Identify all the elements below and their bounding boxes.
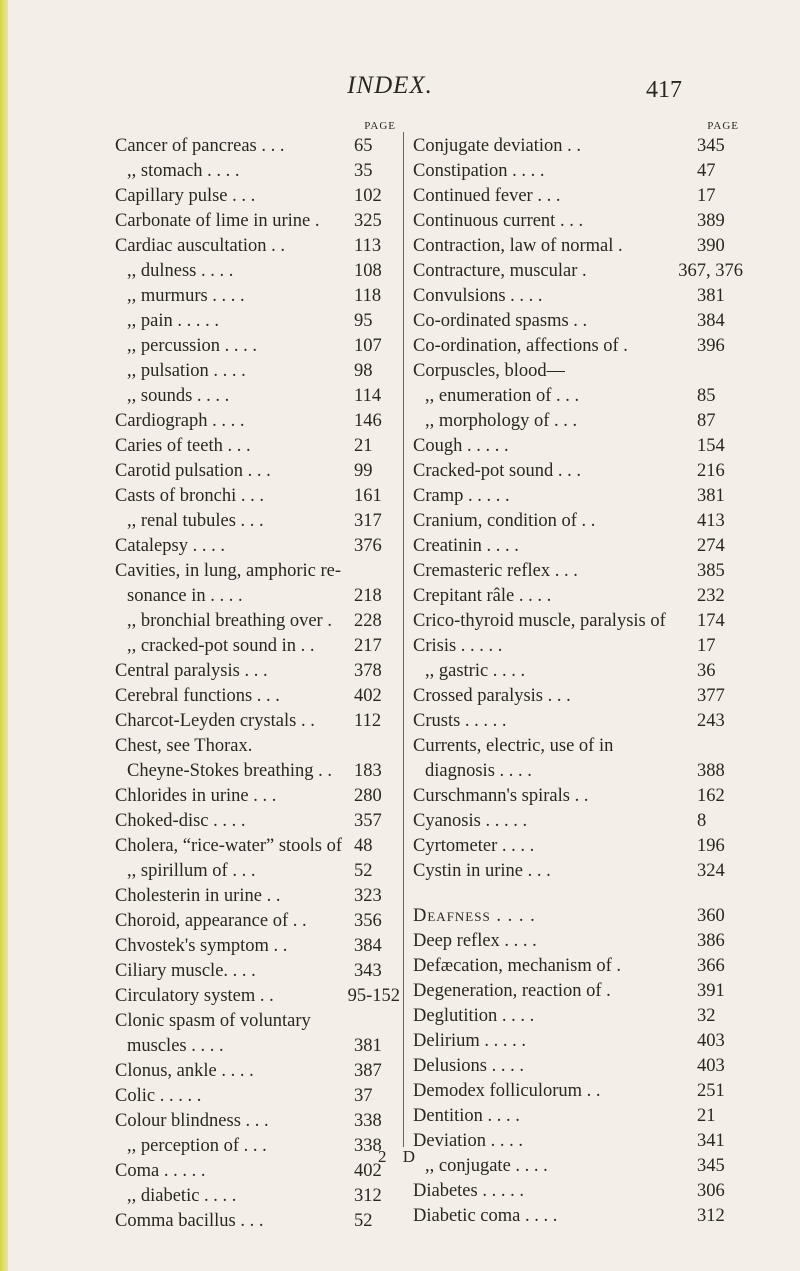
index-entry — [115, 211, 400, 236]
index-entry-term: ,, perception of . . . — [127, 1136, 267, 1156]
index-entry-page: 357 — [354, 811, 382, 831]
index-entry — [413, 586, 743, 611]
index-entry-page: 367, 376 — [678, 261, 743, 281]
index-entry-term: Constipation . . . . — [413, 161, 545, 181]
index-entry — [413, 1106, 743, 1131]
index-entry — [413, 1131, 743, 1156]
index-entry-term: ,, percussion . . . . — [127, 336, 257, 356]
index-entry-term: Catalepsy . . . . — [115, 536, 225, 556]
index-entry-term: ,, conjugate . . . . — [425, 1156, 548, 1176]
index-entry-term: ,, pain . . . . . — [127, 311, 219, 331]
index-entry-page: 35 — [354, 161, 373, 181]
index-entry — [115, 986, 400, 1011]
index-entry-page: 99 — [354, 461, 373, 481]
index-entry-page: 387 — [354, 1061, 382, 1081]
index-entry-term: Cystin in urine . . . — [413, 861, 551, 881]
index-entry-term: Convulsions . . . . — [413, 286, 543, 306]
index-entry-term: sonance in . . . . — [127, 586, 243, 606]
index-entry-term: Deep reflex . . . . — [413, 931, 537, 951]
index-entry-term: Dentition . . . . — [413, 1106, 520, 1126]
index-entry-page: 317 — [354, 511, 382, 531]
index-entry-page: 243 — [697, 711, 725, 731]
index-entry-list-right — [413, 136, 743, 1231]
index-entry-term: Curschmann's spirals . . — [413, 786, 589, 806]
index-entry-term: Choked-disc . . . . — [115, 811, 246, 831]
index-entry-page: 389 — [697, 211, 725, 231]
index-entry-term: Deviation . . . . — [413, 1131, 523, 1151]
index-entry-page: 323 — [354, 886, 382, 906]
index-entry-page: 21 — [354, 436, 373, 456]
index-entry-page: 217 — [354, 636, 382, 656]
index-entry-page: 37 — [354, 1086, 373, 1106]
index-entry-term: Deafness . . . . — [413, 906, 536, 926]
index-entry — [115, 686, 400, 711]
index-entry-page: 324 — [697, 861, 725, 881]
index-entry-term: Clonic spasm of voluntary — [115, 1011, 311, 1031]
index-entry-term: ,, pulsation . . . . — [127, 361, 246, 381]
index-entry — [413, 211, 743, 236]
index-column-left — [115, 120, 400, 1236]
index-column-right — [413, 120, 743, 1231]
index-entry-term: Central paralysis . . . — [115, 661, 268, 681]
index-entry-term: Capillary pulse . . . — [115, 186, 256, 206]
index-entry-page: 306 — [697, 1181, 725, 1201]
index-entry — [413, 361, 743, 386]
index-entry-page: 381 — [697, 286, 725, 306]
index-entry-term: Circulatory system . . — [115, 986, 274, 1006]
index-entry-page: 48 — [354, 836, 373, 856]
index-entry-page: 403 — [697, 1056, 725, 1076]
index-entry-page: 183 — [354, 761, 382, 781]
index-entry — [413, 561, 743, 586]
index-entry — [413, 386, 743, 411]
index-entry-page: 338 — [354, 1136, 382, 1156]
index-entry — [413, 461, 743, 486]
index-entry-term: Cavities, in lung, amphoric re- — [115, 561, 342, 581]
index-entry-page: 343 — [354, 961, 382, 981]
index-entry — [413, 711, 743, 736]
index-entry — [413, 1181, 743, 1206]
index-entry-page: 377 — [697, 686, 725, 706]
index-entry-term: Cholera, “rice-water” stools of — [115, 836, 343, 856]
index-entry-page: 65 — [354, 136, 373, 156]
index-entry — [413, 956, 743, 981]
index-entry-page: 118 — [354, 286, 382, 306]
index-entry-page: 378 — [354, 661, 382, 681]
index-entry-term: Charcot-Leyden crystals . . — [115, 711, 315, 731]
index-entry-page: 232 — [697, 586, 725, 606]
page-binding-edge — [0, 0, 8, 1271]
index-entry — [115, 811, 400, 836]
index-entry-term: ,, morphology of . . . — [425, 411, 578, 431]
index-entry-page: 381 — [697, 486, 725, 506]
index-entry-term: Chvostek's symptom . . — [115, 936, 288, 956]
index-entry — [115, 136, 400, 161]
index-entry-page: 388 — [697, 761, 725, 781]
index-entry-term: diagnosis . . . . — [425, 761, 532, 781]
index-entry-page: 114 — [354, 386, 382, 406]
index-entry-term: Degeneration, reaction of . — [413, 981, 611, 1001]
index-entry-page: 102 — [354, 186, 382, 206]
index-entry — [115, 261, 400, 286]
index-entry-term: Cyanosis . . . . . — [413, 811, 528, 831]
index-entry-term: Cyrtometer . . . . — [413, 836, 535, 856]
index-entry-page: 413 — [697, 511, 725, 531]
index-entry — [115, 1036, 400, 1061]
index-entry-term: Conjugate deviation . . — [413, 136, 582, 156]
index-entry — [413, 1081, 743, 1106]
index-entry-page: 384 — [354, 936, 382, 956]
index-entry-page: 390 — [697, 236, 725, 256]
index-entry-page: 87 — [697, 411, 716, 431]
index-entry — [413, 436, 743, 461]
index-entry-page: 8 — [697, 811, 707, 831]
index-entry — [413, 1156, 743, 1181]
index-entry — [413, 1056, 743, 1081]
index-entry — [115, 836, 400, 861]
index-entry — [115, 386, 400, 411]
index-entry-term: Crossed paralysis . . . — [413, 686, 571, 706]
index-entry-term: Demodex folliculorum . . — [413, 1081, 601, 1101]
index-entry — [115, 1211, 400, 1236]
index-entry-page: 52 — [354, 861, 373, 881]
index-entry-term: Contraction, law of normal . — [413, 236, 623, 256]
index-entry — [115, 286, 400, 311]
index-entry-page: 402 — [354, 1161, 382, 1181]
index-entry — [115, 786, 400, 811]
index-entry-term: Ciliary muscle. . . . — [115, 961, 256, 981]
index-entry-page: 312 — [354, 1186, 382, 1206]
index-entry — [115, 1086, 400, 1111]
index-entry — [115, 1061, 400, 1086]
index-entry-page: 384 — [697, 311, 725, 331]
index-entry — [413, 636, 743, 661]
index-entry-term: Crusts . . . . . — [413, 711, 507, 731]
index-entry-page: 32 — [697, 1006, 716, 1026]
index-entry-term: Cardiac auscultation . . — [115, 236, 286, 256]
index-entry — [115, 886, 400, 911]
index-entry — [413, 931, 743, 956]
index-entry — [413, 161, 743, 186]
index-entry — [115, 911, 400, 936]
index-entry-page: 341 — [697, 1131, 725, 1151]
index-entry — [413, 611, 743, 636]
index-entry-term: ,, renal tubules . . . — [127, 511, 264, 531]
index-entry-page: 108 — [354, 261, 382, 281]
index-entry-page: 251 — [697, 1081, 725, 1101]
index-entry — [413, 906, 743, 931]
index-entry-page: 325 — [354, 211, 382, 231]
index-entry-term: Continuous current . . . — [413, 211, 584, 231]
index-entry — [413, 1006, 743, 1031]
index-entry-term: Casts of bronchi . . . — [115, 486, 265, 506]
index-entry — [115, 536, 400, 561]
index-entry-term: muscles . . . . — [127, 1036, 224, 1056]
index-entry-page: 376 — [354, 536, 382, 556]
index-entry-page: 98 — [354, 361, 373, 381]
index-entry — [115, 236, 400, 261]
index-entry — [115, 186, 400, 211]
index-entry-term: Defæcation, mechanism of . — [413, 956, 622, 976]
index-entry — [115, 586, 400, 611]
index-entry-page: 17 — [697, 636, 716, 656]
index-entry-page: 107 — [354, 336, 382, 356]
index-entry — [413, 861, 743, 886]
index-entry-page: 174 — [697, 611, 725, 631]
index-entry-page: 381 — [354, 1036, 382, 1056]
index-entry-term: Currents, electric, use of in — [413, 736, 614, 756]
index-entry — [115, 936, 400, 961]
index-entry-page: 386 — [697, 931, 725, 951]
index-entry — [115, 1186, 400, 1211]
index-entry-term: Comma bacillus . . . — [115, 1211, 264, 1231]
index-entry-page: 95 — [354, 311, 373, 331]
index-entry-page: 85 — [697, 386, 716, 406]
index-entry-page: 218 — [354, 586, 382, 606]
index-entry-page: 402 — [354, 686, 382, 706]
index-entry-page: 36 — [697, 661, 716, 681]
index-entry-term: ,, cracked-pot sound in . . — [127, 636, 315, 656]
index-entry-term: Caries of teeth . . . — [115, 436, 251, 456]
index-entry — [413, 886, 743, 906]
index-entry-page: 52 — [354, 1211, 373, 1231]
index-entry — [413, 811, 743, 836]
index-entry-term: Continued fever . . . — [413, 186, 561, 206]
index-entry-page: 280 — [354, 786, 382, 806]
index-entry-list-left — [115, 136, 400, 1236]
index-entry — [413, 686, 743, 711]
index-entry-term: Choroid, appearance of . . — [115, 911, 307, 931]
index-entry — [413, 336, 743, 361]
index-entry-term: ,, bronchial breathing over . — [127, 611, 332, 631]
index-entry-term: Cheyne-Stokes breathing . . — [127, 761, 332, 781]
index-entry-term: Crico-thyroid muscle, paralysis of — [413, 611, 666, 631]
index-entry-term: Carbonate of lime in urine . — [115, 211, 320, 231]
index-entry — [413, 981, 743, 1006]
index-entry-term: Crisis . . . . . — [413, 636, 503, 656]
index-entry — [115, 486, 400, 511]
index-entry-page: 154 — [697, 436, 725, 456]
index-entry-term: Cholesterin in urine . . — [115, 886, 281, 906]
index-entry — [115, 161, 400, 186]
index-entry — [115, 611, 400, 636]
index-entry-page: 17 — [697, 186, 716, 206]
index-entry-term: ,, murmurs . . . . — [127, 286, 245, 306]
index-entry — [413, 486, 743, 511]
column-header-page: PAGE — [364, 120, 396, 132]
index-entry-term: Creatinin . . . . — [413, 536, 519, 556]
index-entry — [115, 561, 400, 586]
index-entry-page: 396 — [697, 336, 725, 356]
index-entry-page: 95-152 — [347, 986, 400, 1006]
index-entry — [413, 411, 743, 436]
index-entry-term: Cremasteric reflex . . . — [413, 561, 578, 581]
index-entry-page: 391 — [697, 981, 725, 1001]
index-entry-term: ,, diabetic . . . . — [127, 1186, 237, 1206]
running-title: INDEX. — [347, 72, 433, 99]
index-entry — [115, 661, 400, 686]
index-entry-term: Delirium . . . . . — [413, 1031, 527, 1051]
index-entry — [413, 836, 743, 861]
index-entry-page: 216 — [697, 461, 725, 481]
index-entry — [115, 311, 400, 336]
index-entry-page: 146 — [354, 411, 382, 431]
index-entry-page: 162 — [697, 786, 725, 806]
index-entry — [413, 186, 743, 211]
index-entry-term: Diabetic coma . . . . — [413, 1206, 558, 1226]
index-entry-page: 403 — [697, 1031, 725, 1051]
index-entry-term: Diabetes . . . . . — [413, 1181, 524, 1201]
index-entry — [115, 436, 400, 461]
index-entry-page: 385 — [697, 561, 725, 581]
index-entry-term: Clonus, ankle . . . . — [115, 1061, 254, 1081]
index-entry-term: Carotid pulsation . . . — [115, 461, 271, 481]
index-entry-term: Colic . . . . . — [115, 1086, 202, 1106]
index-entry-page: 345 — [697, 136, 725, 156]
index-entry — [115, 511, 400, 536]
index-entry-term: Cardiograph . . . . — [115, 411, 245, 431]
index-entry-term: Cramp . . . . . — [413, 486, 510, 506]
index-entry-term: Corpuscles, blood— — [413, 361, 566, 381]
index-entry-term: Cracked-pot sound . . . — [413, 461, 582, 481]
index-entry-page: 228 — [354, 611, 382, 631]
index-entry — [115, 1011, 400, 1036]
index-entry — [413, 736, 743, 761]
index-entry — [115, 636, 400, 661]
index-entry-term: ,, dulness . . . . — [127, 261, 234, 281]
index-entry-term: Deglutition . . . . — [413, 1006, 535, 1026]
index-entry-term: Crepitant râle . . . . — [413, 586, 552, 606]
index-entry-page: 338 — [354, 1111, 382, 1131]
index-entry — [413, 236, 743, 261]
index-entry — [115, 1136, 400, 1161]
index-entry — [413, 761, 743, 786]
index-entry — [115, 961, 400, 986]
index-entry-page: 366 — [697, 956, 725, 976]
index-entry-term: Cancer of pancreas . . . — [115, 136, 285, 156]
index-entry — [115, 761, 400, 786]
index-entry — [413, 286, 743, 311]
index-entry-term: Co-ordination, affections of . — [413, 336, 628, 356]
index-entry-term: Contracture, muscular . — [413, 261, 587, 281]
index-entry — [115, 361, 400, 386]
index-entry — [413, 261, 743, 286]
index-entry-page: 21 — [697, 1106, 716, 1126]
index-entry-page: 356 — [354, 911, 382, 931]
index-entry-page: 113 — [354, 236, 382, 256]
index-entry-term: ,, gastric . . . . — [425, 661, 526, 681]
index-entry-term: Cough . . . . . — [413, 436, 509, 456]
index-entry-term: Co-ordinated spasms . . — [413, 311, 588, 331]
index-entry — [413, 1206, 743, 1231]
index-entry — [413, 1031, 743, 1056]
index-entry-term: Chest, see Thorax. — [115, 736, 253, 756]
printer-signature: 2 D — [378, 1147, 422, 1166]
index-entry — [115, 711, 400, 736]
index-entry-term: Chlorides in urine . . . — [115, 786, 277, 806]
index-entry-page: 360 — [697, 906, 725, 926]
index-entry-page: 274 — [697, 536, 725, 556]
index-entry — [115, 461, 400, 486]
column-header-page: PAGE — [707, 120, 739, 132]
column-divider — [403, 132, 404, 1147]
page-header — [0, 72, 800, 112]
index-entry — [413, 136, 743, 161]
index-entry-term: Cerebral functions . . . — [115, 686, 280, 706]
index-entry-term: Delusions . . . . — [413, 1056, 524, 1076]
index-entry — [115, 736, 400, 761]
index-entry-term: ,, stomach . . . . — [127, 161, 240, 181]
index-entry — [413, 661, 743, 686]
index-entry-term: ,, spirillum of . . . — [127, 861, 256, 881]
index-entry-page: 161 — [354, 486, 382, 506]
index-entry-term: ,, enumeration of . . . — [425, 386, 580, 406]
index-entry-term: ,, sounds . . . . — [127, 386, 230, 406]
index-entry-term: Coma . . . . . — [115, 1161, 206, 1181]
index-entry — [115, 1111, 400, 1136]
index-entry-page: 47 — [697, 161, 716, 181]
index-entry — [115, 336, 400, 361]
index-entry — [115, 411, 400, 436]
index-entry — [413, 786, 743, 811]
index-entry-page: 112 — [354, 711, 382, 731]
index-entry-page: 196 — [697, 836, 725, 856]
index-entry-page: 312 — [697, 1206, 725, 1226]
index-entry — [115, 1161, 400, 1186]
index-entry — [413, 311, 743, 336]
index-entry-term: Cranium, condition of . . — [413, 511, 596, 531]
index-entry — [115, 861, 400, 886]
index-entry — [413, 536, 743, 561]
index-entry — [413, 511, 743, 536]
index-entry-term: Colour blindness . . . — [115, 1111, 269, 1131]
index-entry-page: 345 — [697, 1156, 725, 1176]
page-number: 417 — [646, 77, 682, 103]
